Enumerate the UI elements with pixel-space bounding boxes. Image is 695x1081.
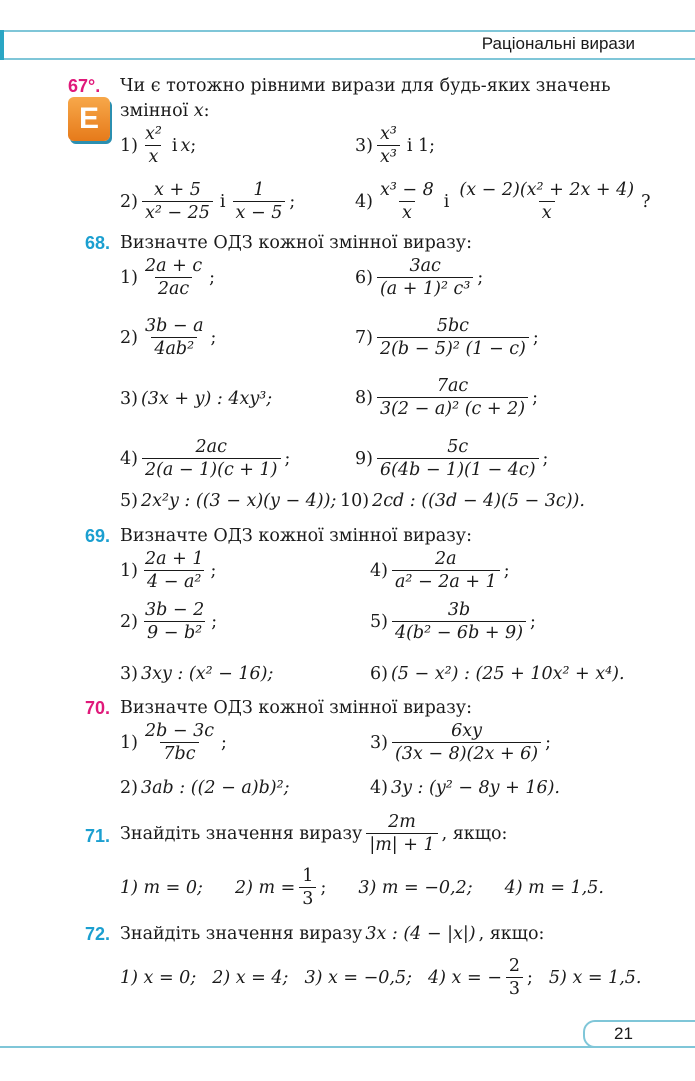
problem-68-item-10: 10) 2cd : ((3d − 4)(5 − 3c)). xyxy=(340,491,585,511)
problem-number-69: 69. xyxy=(85,526,111,546)
fraction: $\frac{2b - 3c}{7bc}$ xyxy=(144,721,215,765)
fraction: $\frac{1}{x - 5}$ xyxy=(233,180,286,223)
fraction: $\frac{\text{x³ − 8}}{x}$ xyxy=(379,180,434,224)
problem-70-item-2: 2) 3ab : ((2 − a)b)²; xyxy=(120,778,290,798)
fraction: $\frac{6xy}{(3x - 8)(2x + 6)}$ xyxy=(392,721,541,764)
problem-69-item-1: 1) $\frac{2a + 1}{\text{4 − a²}}$ ; xyxy=(120,549,217,593)
problem-67-item-3: 3) $\frac{\text{x³}}{\text{x³}}$ і 1; xyxy=(355,124,436,168)
fraction: $\frac{5c}{6(4b - 1)(1 - 4c)}$ xyxy=(377,437,539,480)
fraction: $\frac{2m}{|m| + 1}$ xyxy=(366,812,437,855)
problem-69-item-4: 4) $\frac{2a}{\text{a² − 2a + 1}}$ ; xyxy=(370,549,510,593)
problem-67-text-line1: Чи є тотожно рівними вирази для будь-яких значень xyxy=(120,76,611,96)
problem-70-item-1: 1) $\frac{2b - 3c}{7bc}$ ; xyxy=(120,721,227,765)
problem-67-text-line2: змінної x: xyxy=(120,101,210,121)
fraction: $\frac{3b - 2}{\text{9 − b²}}$ xyxy=(144,600,205,644)
fraction: $\frac{5bc}{\text{2(b − 5)² (1 − c)}}$ xyxy=(377,316,529,359)
page-number-box xyxy=(583,1020,695,1048)
fraction: $\frac{2a + 1}{\text{4 − a²}}$ xyxy=(144,549,204,593)
fraction: $\frac{2a}{\text{a² − 2a + 1}}$ xyxy=(392,549,500,592)
problem-68-item-6: 6) $\frac{3ac}{\text{(a + 1)² c³}}$ ; xyxy=(355,256,484,300)
fraction: $\frac{2a + c}{2ac}$ xyxy=(144,256,203,300)
fraction: $\frac{1}{3}$ xyxy=(299,866,316,909)
problem-68-item-8: 8) $\frac{7ac}{\text{3(2 − a)² (c + 2)}}$ ; xyxy=(355,376,538,420)
problem-70-text: Визначте ОДЗ кожної змінної виразу: xyxy=(120,698,472,718)
fraction: $\frac{7ac}{\text{3(2 − a)² (c + 2)}}$ xyxy=(377,376,528,419)
page-header-title: Раціональні вирази xyxy=(481,34,635,53)
problem-69-item-3: 3) 3xy : (x² − 16); xyxy=(120,664,274,684)
fraction: $\frac{\text{x³}}{\text{x³}}$ xyxy=(377,124,400,167)
problem-number-68: 68. xyxy=(85,233,111,253)
problem-number-71: 71. xyxy=(85,826,111,846)
problem-68-item-7: 7) $\frac{5bc}{\text{2(b − 5)² (1 − c)}}$ ; xyxy=(355,316,539,360)
problem-68-text: Визначте ОДЗ кожної змінної виразу: xyxy=(120,233,472,253)
header-accent xyxy=(0,30,4,60)
problem-68-item-5: 5) 2x²y : ((3 − x)(y − 4)); xyxy=(120,491,337,511)
problem-72-text: Знайдіть значення виразу 3x : (4 − |x|) , якщо: xyxy=(120,924,545,944)
problem-68-item-3: 3) (3x + y) : 4xy³; xyxy=(120,389,273,409)
problem-68-item-1: 1) $\frac{2a + c}{2ac}$ ; xyxy=(120,256,216,300)
fraction: $\frac{x + 5}{\text{x² − 25}}$ xyxy=(142,180,213,223)
problem-69-item-5: 5) $\frac{3b}{\text{4(b² − 6b + 9)}}$ ; xyxy=(370,600,536,644)
problem-number-70: 70. xyxy=(85,698,111,718)
problem-69-text: Визначте ОДЗ кожної змінної виразу: xyxy=(120,526,472,546)
problem-68-item-9: 9) $\frac{5c}{6(4b - 1)(1 - 4c)}$ ; xyxy=(355,437,549,481)
problem-69-item-6: 6) (5 − x²) : (25 + 10x² + x⁴). xyxy=(370,664,625,684)
fraction: $\frac{2}{3}$ xyxy=(506,956,523,999)
problem-70-item-3: 3) $\frac{6xy}{(3x - 8)(2x + 6)}$ ; xyxy=(370,721,552,765)
e-badge-icon: E xyxy=(68,97,110,141)
problem-67-item-1: 1) $\frac{\text{x²}}{x}$ і x ; xyxy=(120,124,197,168)
fraction: $\frac{3b - a}{\text{4ab²}}$ xyxy=(144,316,204,360)
page-number: 21 xyxy=(614,1024,633,1043)
problem-70-item-4: 4) 3y : (y² − 8y + 16). xyxy=(370,778,560,798)
problem-72-values: 1) x = 0; 2) x = 4; 3) x = −0,5; 4) x = − $\frac{2}{3}$ ; 5) x = 1,5. xyxy=(120,956,642,1000)
fraction: $\frac{\text{x²}}{x}$ xyxy=(144,124,162,168)
fraction: $\frac{2ac}{2(a - 1)(c + 1)}$ xyxy=(142,437,281,480)
problem-71-text: Знайдіть значення виразу $\frac{2m}{|m| + 1}$ , якщо: xyxy=(120,812,508,856)
problem-68-item-4: 4) $\frac{2ac}{2(a - 1)(c + 1)}$ ; xyxy=(120,437,291,481)
fraction: $\frac{\text{(x − 2)(x² + 2x + 4)}}{x}$ xyxy=(459,180,635,224)
fraction: $\frac{3ac}{\text{(a + 1)² c³}}$ xyxy=(377,256,473,299)
problem-67-item-4: 4) $\frac{\text{x³ − 8}}{x}$ і $\frac{\text{(x − 2)(x² + 2x + 4)}}{x}$ ? xyxy=(355,180,651,224)
problem-67-item-2: 2) $\frac{x + 5}{\text{x² − 25}}$ і $\frac{1}{x - 5}$ ; xyxy=(120,180,296,224)
problem-68-item-2: 2) $\frac{3b - a}{\text{4ab²}}$ ; xyxy=(120,316,217,360)
problem-number-67: 67°. xyxy=(68,76,101,96)
fraction: $\frac{3b}{\text{4(b² − 6b + 9)}}$ xyxy=(392,600,526,643)
problem-71-values: 1) m = 0; 2) m = $\frac{1}{3}$ ; 3) m = −0,2; 4) m = 1,5. xyxy=(120,866,604,910)
problem-number-72: 72. xyxy=(85,924,111,944)
problem-69-item-2: 2) $\frac{3b - 2}{\text{9 − b²}}$ ; xyxy=(120,600,218,644)
